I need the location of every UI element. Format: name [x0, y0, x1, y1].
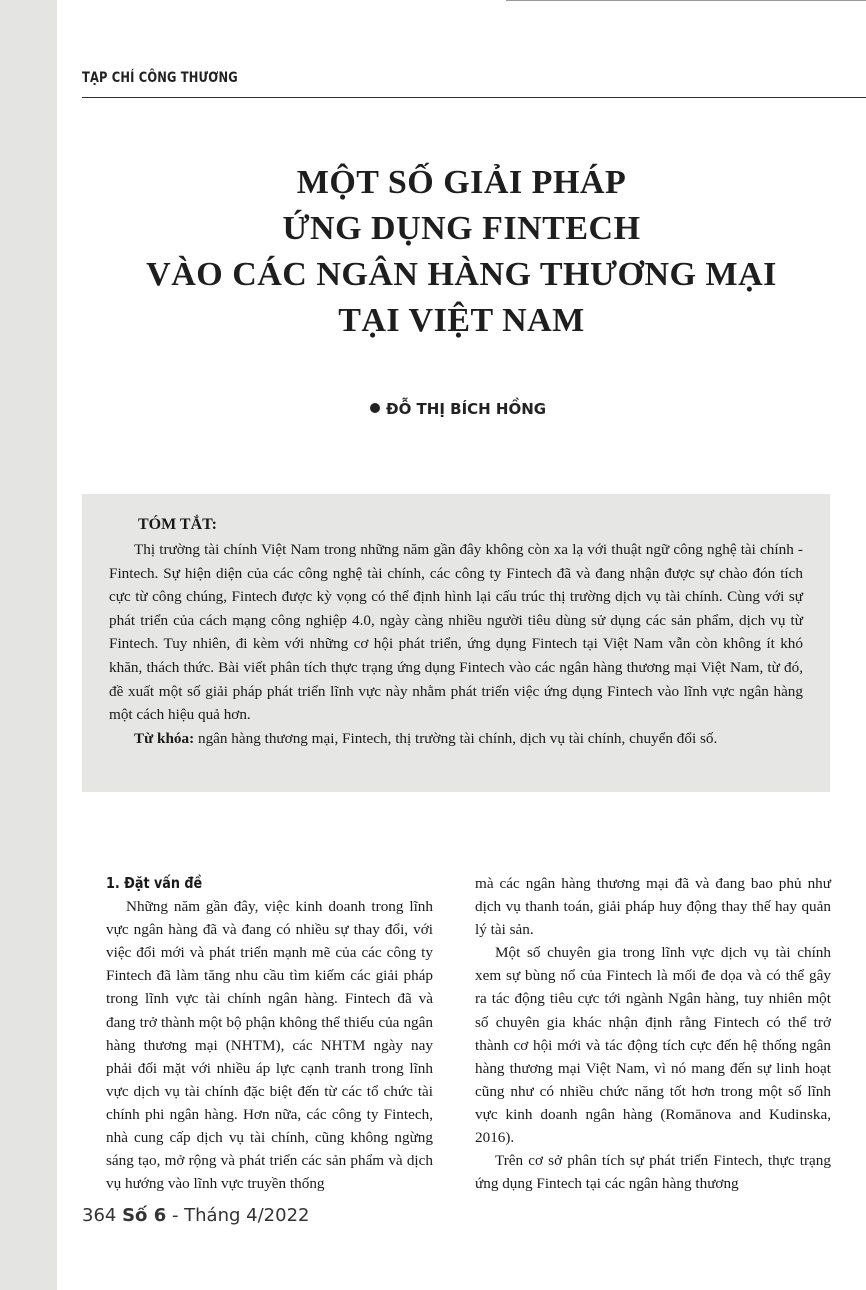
abstract-body: Thị trường tài chính Việt Nam trong những năm gần đây không còn xa lạ với thuật ngữ công nghệ tài chính - Fintech. Sự hiện diện của các công nghệ tài chính, các công ty Fintech đã và đang nhận được sự chào đón tích cực từ công chúng, Fintech được kỳ vọng có thể định hình lại cấu trúc thị trường dịch vụ tài chính. Cùng với sự phát triển của cách mạng công nghiệp 4.0, ngày càng nhiều người tiêu dùng sử dụng các sản phẩm, dịch vụ từ Fintech. Tuy nhiên, đi kèm với những cơ hội phát triển, ứng dụng Fintech tại Việt Nam vẫn còn không ít khó khăn, thách thức. Bài viết phân tích thực trạng ứng dụng Fintech vào các ngân hàng thương mại Việt Nam, từ đó, đề xuất một số giải pháp phát triển lĩnh vực này nhằm phát triển việc ứng dụng Fintech vào lĩnh vực ngân hàng một cách hiệu quả hơn. — [109, 541, 803, 724]
bullet-icon — [370, 403, 380, 413]
body-column-right — [475, 872, 831, 1195]
title-line: VÀO CÁC NGÂN HÀNG THƯƠNG MẠI — [146, 256, 777, 293]
title-line: ỨNG DỤNG FINTECH — [282, 210, 641, 247]
issue-number: Số 6 — [122, 1205, 167, 1226]
paragraph: Những năm gần đây, việc kinh doanh trong lĩnh vực ngân hàng đã và đang có nhiều sự thay đổi, với việc đổi mới và phát triển mạnh mẽ của các công ty Fintech đã làm tăng nhu cầu tìm kiếm các giải pháp trong lĩnh vực tài chính ngân hàng. Fintech đã và đang trở thành một bộ phận không thể thiếu của ngân hàng thương mại (NHTM), các NHTM ngày nay phải đối mặt với nhiều áp lực cạnh tranh trong lĩnh vực dịch vụ tài chính đặc biệt đến từ các tổ chức tài chính phi ngân hàng. Hơn nữa, các công ty Fintech, nhà cung cấp dịch vụ tài chính, cũng không ngừng sáng tạo, mở rộng và phát triển các sản phẩm và dịch vụ hướng vào lĩnh vực truyền thống — [106, 898, 433, 1193]
title-line: TẠI VIỆT NAM — [338, 302, 585, 339]
article-title — [57, 160, 866, 344]
top-rule — [506, 0, 866, 1]
section-heading: 1. Đặt vấn đề — [106, 874, 203, 892]
journal-name: TẠP CHÍ CÔNG THƯƠNG — [82, 70, 238, 86]
paragraph: Một số chuyên gia trong lĩnh vực dịch vụ tài chính xem sự bùng nổ của Fintech là mối đe dọa và có thể gây ra tác động tiêu cực tới ngành Ngân hàng, tuy nhiên một số chuyên gia khác nhận định rằng Fintech có thể trở thành cơ hội mới và tác động tích cực đến hệ thống ngân hàng thương mại Việt Nam, vì nó mang đến sự linh hoạt cũng như có nhiều chức năng tốt hơn trong một số lĩnh vực kinh doanh ngân hàng (Romānova and Kudinska, 2016). — [475, 944, 831, 1147]
keywords-label: Từ khóa: — [134, 729, 195, 747]
abstract-heading: TÓM TẮT: — [138, 516, 217, 533]
paragraph: mà các ngân hàng thương mại đã và đang bao phủ như dịch vụ thanh toán, giải pháp huy động thay thế hay quản lý tài sản. — [475, 875, 831, 939]
page-margin-band — [0, 0, 57, 1290]
body-column-left — [106, 872, 433, 1195]
abstract-box — [82, 494, 830, 792]
page-footer — [82, 1205, 309, 1226]
keywords-text: ngân hàng thương mại, Fintech, thị trường tài chính, dịch vụ tài chính, chuyển đổi số. — [194, 729, 718, 747]
header-rule — [82, 97, 866, 98]
title-line: MỘT SỐ GIẢI PHÁP — [296, 164, 627, 201]
author-name: ĐỖ THỊ BÍCH HỒNG — [386, 400, 547, 418]
issue-date: - Tháng 4/2022 — [166, 1205, 310, 1226]
paragraph: Trên cơ sở phân tích sự phát triển Fintech, thực trạng ứng dụng Fintech tại các ngân hàng thương — [475, 1152, 831, 1193]
author-line — [370, 400, 546, 418]
page-number: 364 — [82, 1205, 117, 1226]
keywords — [109, 727, 803, 751]
